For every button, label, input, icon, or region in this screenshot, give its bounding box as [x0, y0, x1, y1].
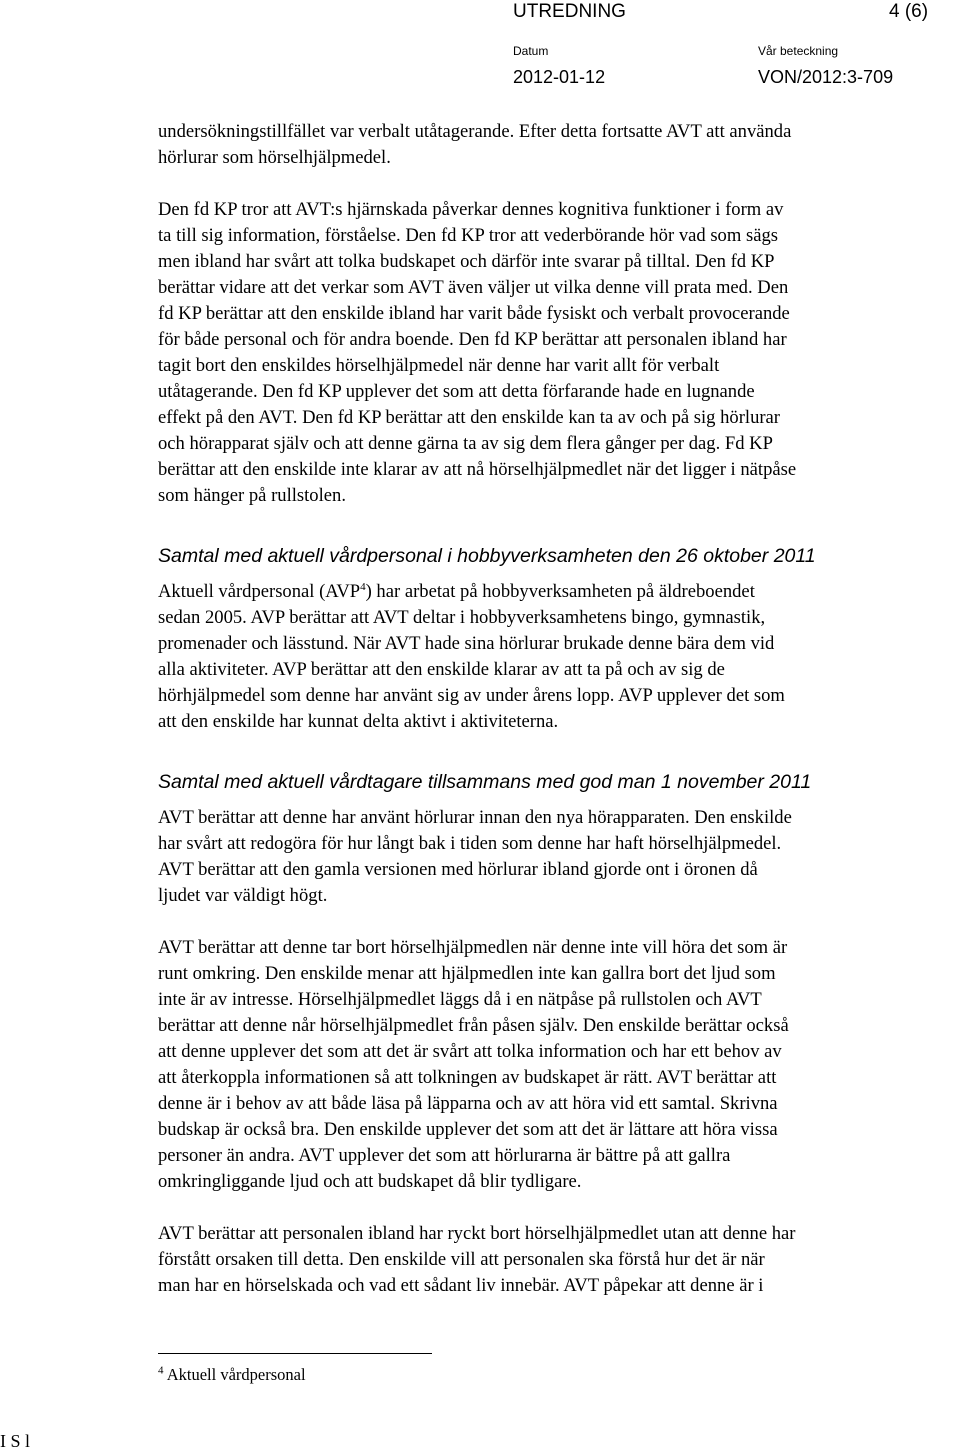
- text-line: berättar att den enskilde inte klarar av att nå hörselhjälpmedlet när det ligger i nätpåse: [158, 459, 797, 480]
- text-line: AVT berättar att personalen ibland har ryckt bort hörselhjälpmedlet utan att denne har: [158, 1223, 796, 1244]
- reference-value: VON/2012:3-709: [758, 67, 894, 87]
- footnote-number: 4: [158, 1364, 164, 1377]
- footnote: [158, 1364, 306, 1386]
- document-type: UTREDNING: [513, 1, 626, 22]
- text-line: utåtagerande. Den fd KP upplever det som att detta förfarande hade en lugnande: [158, 381, 755, 402]
- text-line: förstått orsaken till detta. Den enskilde vill att personalen ska förstå hur det är när: [158, 1249, 765, 1270]
- reference-label: Vår beteckning: [758, 44, 839, 58]
- date-label: Datum: [513, 44, 549, 58]
- paragraph-1: [158, 119, 948, 171]
- text-line: sedan 2005. AVP berättar att AVT deltar i hobbyverksamhetens bingo, gymnastik,: [158, 607, 766, 628]
- paragraph-6: [158, 1221, 948, 1299]
- text-line: berättar att denne når hörselhjälpmedlet från påsen själv. Den enskilde berättar också: [158, 1015, 789, 1036]
- document-body: [158, 119, 948, 1299]
- paragraph-4: [158, 805, 948, 909]
- footnote-text: Aktuell vårdpersonal: [163, 1365, 306, 1384]
- text-run: ) har arbetat på hobbyverksamheten på äldreboendet: [365, 581, 755, 602]
- text-line: har svårt att redogöra för hur långt bak i tiden som denne har haft hörselhjälpmedel.: [158, 833, 782, 854]
- text-line: hörhjälpmedel som denne har använt sig av under årens lopp. AVP upplever det som: [158, 685, 785, 706]
- text-line: AVT berättar att denne har använt hörlurar innan den nya hörapparaten. Den enskilde: [158, 807, 792, 828]
- text-line: man har en hörselskada och vad ett sådant liv innebär. AVT påpekar att denne är i: [158, 1275, 764, 1296]
- paragraph-2: [158, 197, 948, 509]
- section-heading-2: Samtal med aktuell vårdtagare tillsammans med god man 1 november 2011: [158, 771, 812, 793]
- text-line: denne är i behov av att både läsa på läpparna och av att höra vid ett samtal. Skrivna: [158, 1093, 778, 1114]
- cut-off-footer-text: I S l: [0, 1431, 31, 1451]
- text-line: personer än andra. AVT upplever det som att hörlurarna är bättre på att gallra: [158, 1145, 731, 1166]
- text-line: att den enskilde har kunnat delta aktivt i aktiviteterna.: [158, 711, 559, 732]
- text-line: budskap är också bra. Den enskilde upplever det som att det är lättare att höra vissa: [158, 1119, 778, 1140]
- text-line: fd KP berättar att den enskilde ibland har varit både fysiskt och verbalt provocerande: [158, 303, 790, 324]
- text-line: AVT berättar att denne tar bort hörselhjälpmedlen när denne inte vill höra det som är: [158, 937, 788, 958]
- section-heading-1: Samtal med aktuell vårdpersonal i hobbyverksamheten den 26 oktober 2011: [158, 545, 816, 567]
- text-line: promenader och lässtund. När AVT hade sina hörlurar brukade denne bära dem vid: [158, 633, 775, 654]
- text-line: och hörapparat själv och att denne gärna ta av sig dem flera gånger per dag. Fd KP: [158, 433, 773, 454]
- text-line: men ibland har svårt att tolka budskapet och därför inte svarar på tilltal. Den fd KP: [158, 251, 775, 272]
- text-line: som hänger på rullstolen.: [158, 485, 346, 506]
- text-line: omkringliggande ljud och att budskapet då blir tydligare.: [158, 1171, 582, 1192]
- date-value: 2012-01-12: [513, 67, 606, 87]
- text-line: ljudet var väldigt högt.: [158, 885, 328, 906]
- text-line: runt omkring. Den enskilde menar att hjälpmedlen inte kan gallra bort det ljud som: [158, 963, 776, 984]
- text-line: undersökningstillfället var verbalt utåtagerande. Efter detta fortsatte AVT att använda: [158, 121, 792, 142]
- text-line: AVT berättar att den gamla versionen med hörlurar ibland gjorde ont i öronen då: [158, 859, 758, 880]
- text-line: berättar vidare att det verkar som AVT även väljer ut vilka denne vill prata med. Den: [158, 277, 789, 298]
- page-number: 4 (6): [889, 1, 929, 22]
- paragraph-5: [158, 935, 948, 1195]
- footnote-ref: 4: [360, 580, 366, 593]
- footnote-separator: [158, 1353, 432, 1354]
- text-line: hörlurar som hörselhjälpmedel.: [158, 147, 391, 168]
- text-line: att återkoppla informationen så att tolkningen av budskapet är rätt. AVT berättar att: [158, 1067, 777, 1088]
- text-line: ta till sig information, förståelse. Den fd KP tror att vederbörande hör vad som sägs: [158, 225, 778, 246]
- text-line: Den fd KP tror att AVT:s hjärnskada påverkar dennes kognitiva funktioner i form av: [158, 199, 784, 220]
- text-line: effekt på den AVT. Den fd KP berättar att den enskilde kan ta av och på sig hörlurar: [158, 407, 780, 428]
- text-line: alla aktiviteter. AVP berättar att den enskilde klarar av att ta på och av sig de: [158, 659, 725, 680]
- text-run: Aktuell vårdpersonal (AVP: [158, 581, 361, 602]
- paragraph-3: [158, 579, 948, 735]
- text-line: för både personal och för andra boende. Den fd KP berättar att personalen ibland har: [158, 329, 787, 350]
- text-line: inte är av intresse. Hörselhjälpmedlet läggs då i en nätpåse på rullstolen och AVT: [158, 989, 762, 1010]
- text-line: tagit bort den enskildes hörselhjälpmedel när denne har varit allt för verbalt: [158, 355, 720, 376]
- text-line: att denne upplever det som att det är svårt att tolka information och har ett behov av: [158, 1041, 782, 1062]
